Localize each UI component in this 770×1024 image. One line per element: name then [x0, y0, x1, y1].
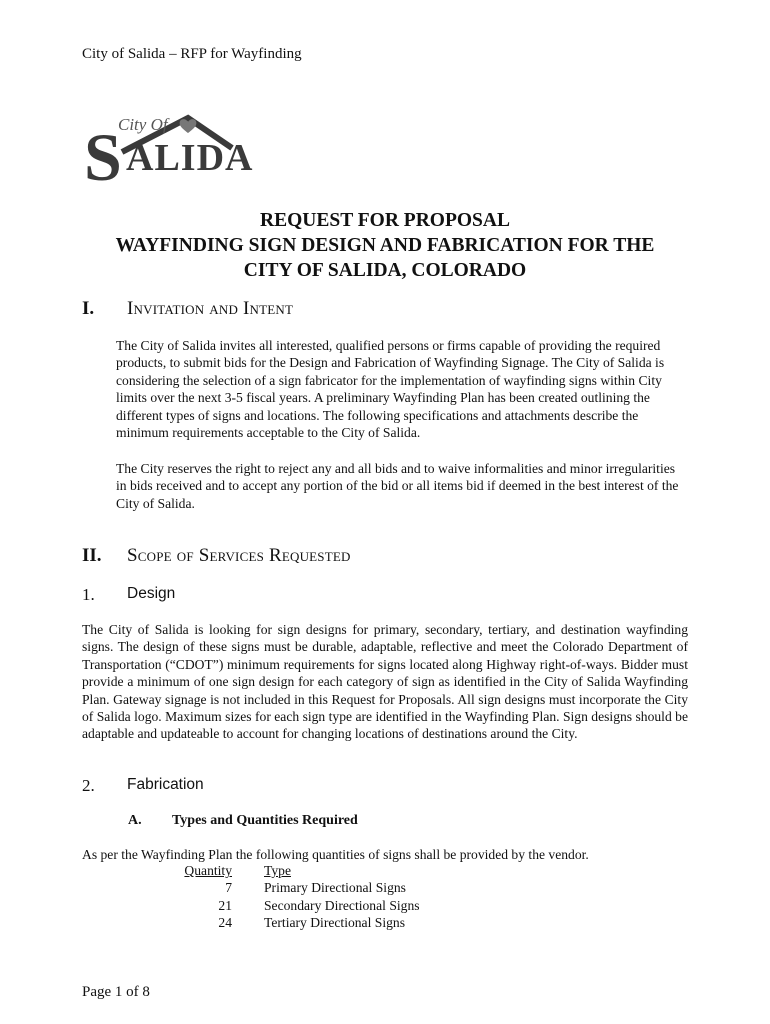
quantity-cell: 21	[218, 897, 232, 913]
intent-paragraph-2: The City reserves the right to reject any and all bids and to waive informalities and minor irregularities in bids received and to accept any portion of the bid or all items bid if deemed in the best interest of the City of Salida.	[116, 461, 679, 511]
design-number: 1.	[82, 585, 95, 604]
intent-paragraph-1: The City of Salida invites all interested, qualified persons or firms capable of providing the required products, to submit bids for the Design and Fabrication of Wayfinding Signage. The City of Salida is considering the selection of a sign fabricator for the implementation of wayfinding signs within City limits over the next 3-5 fiscal years. A preliminary Wayfinding Plan has been created outlining the different types of signs and locations. The following specifications and attachments describe the minimum requirements acceptable to the City of Salida.	[116, 338, 665, 441]
table-row	[160, 879, 420, 896]
table-row	[160, 914, 420, 931]
fabrication-number: 2.	[82, 776, 95, 795]
svg-text:City Of: City Of	[118, 115, 168, 134]
document-title	[60, 208, 710, 283]
title-line-2: WAYFINDING SIGN DESIGN AND FABRICATION FOR THE	[115, 235, 655, 256]
city-of-salida-logo	[82, 100, 272, 185]
design-paragraph: The City of Salida is looking for sign designs for primary, secondary, tertiary, and destination wayfinding signs. The design of these signs must be durable, adaptable, reflective and meet the Colorado Department of Transportation (“CDOT”) minimum requirements for signs located along Highway right-of-ways. Bidder must provide a minimum of one sign design for each category of sign as identified in the City of Salida Wayfinding Plan. Gateway signage is not included in this Request for Proposals. All sign designs must incorporate the City of Salida logo. Maximum sizes for each sign type are identified in the Wayfinding Plan. Sign designs should be adaptable and updateable to account for changing locations of destinations around the City.	[82, 622, 688, 742]
table-header-row	[160, 862, 420, 879]
table-row	[160, 897, 420, 914]
subsection-title: Types and Quantities Required	[172, 813, 358, 828]
title-line-3: CITY OF SALIDA, COLORADO	[243, 260, 527, 281]
section-1-heading	[82, 298, 293, 320]
section-2-number: II.	[82, 545, 102, 566]
design-heading	[82, 585, 175, 605]
type-column-header: Type	[264, 863, 291, 878]
quantities-intro: As per the Wayfinding Plan the following quantities of signs shall be provided by the vendor.	[82, 847, 589, 862]
svg-text:ALIDA: ALIDA	[126, 137, 254, 179]
running-header: City of Salida – RFP for Wayfinding	[82, 46, 302, 62]
page-number: Page 1 of 8	[82, 984, 150, 1000]
fabrication-heading	[82, 776, 204, 796]
section-2-heading	[82, 545, 351, 567]
svg-text:S: S	[84, 119, 122, 185]
section-1-title: Invitation and Intent	[127, 298, 294, 319]
section-1-number: I.	[82, 298, 95, 319]
sign-quantity-table	[160, 862, 420, 932]
type-cell: Secondary Directional Signs	[264, 897, 420, 913]
subsection-letter: A.	[128, 813, 142, 828]
fabrication-title: Fabrication	[127, 776, 204, 793]
type-cell: Primary Directional Signs	[264, 880, 406, 896]
quantity-column-header: Quantity	[184, 863, 232, 878]
quantity-cell: 24	[218, 915, 232, 931]
section-2-title: Scope of Services Requested	[127, 545, 351, 566]
type-cell: Tertiary Directional Signs	[264, 915, 405, 931]
types-quantities-heading	[128, 813, 358, 829]
design-title: Design	[127, 585, 176, 602]
title-line-1: REQUEST FOR PROPOSAL	[260, 210, 510, 231]
quantity-cell: 7	[225, 880, 232, 896]
